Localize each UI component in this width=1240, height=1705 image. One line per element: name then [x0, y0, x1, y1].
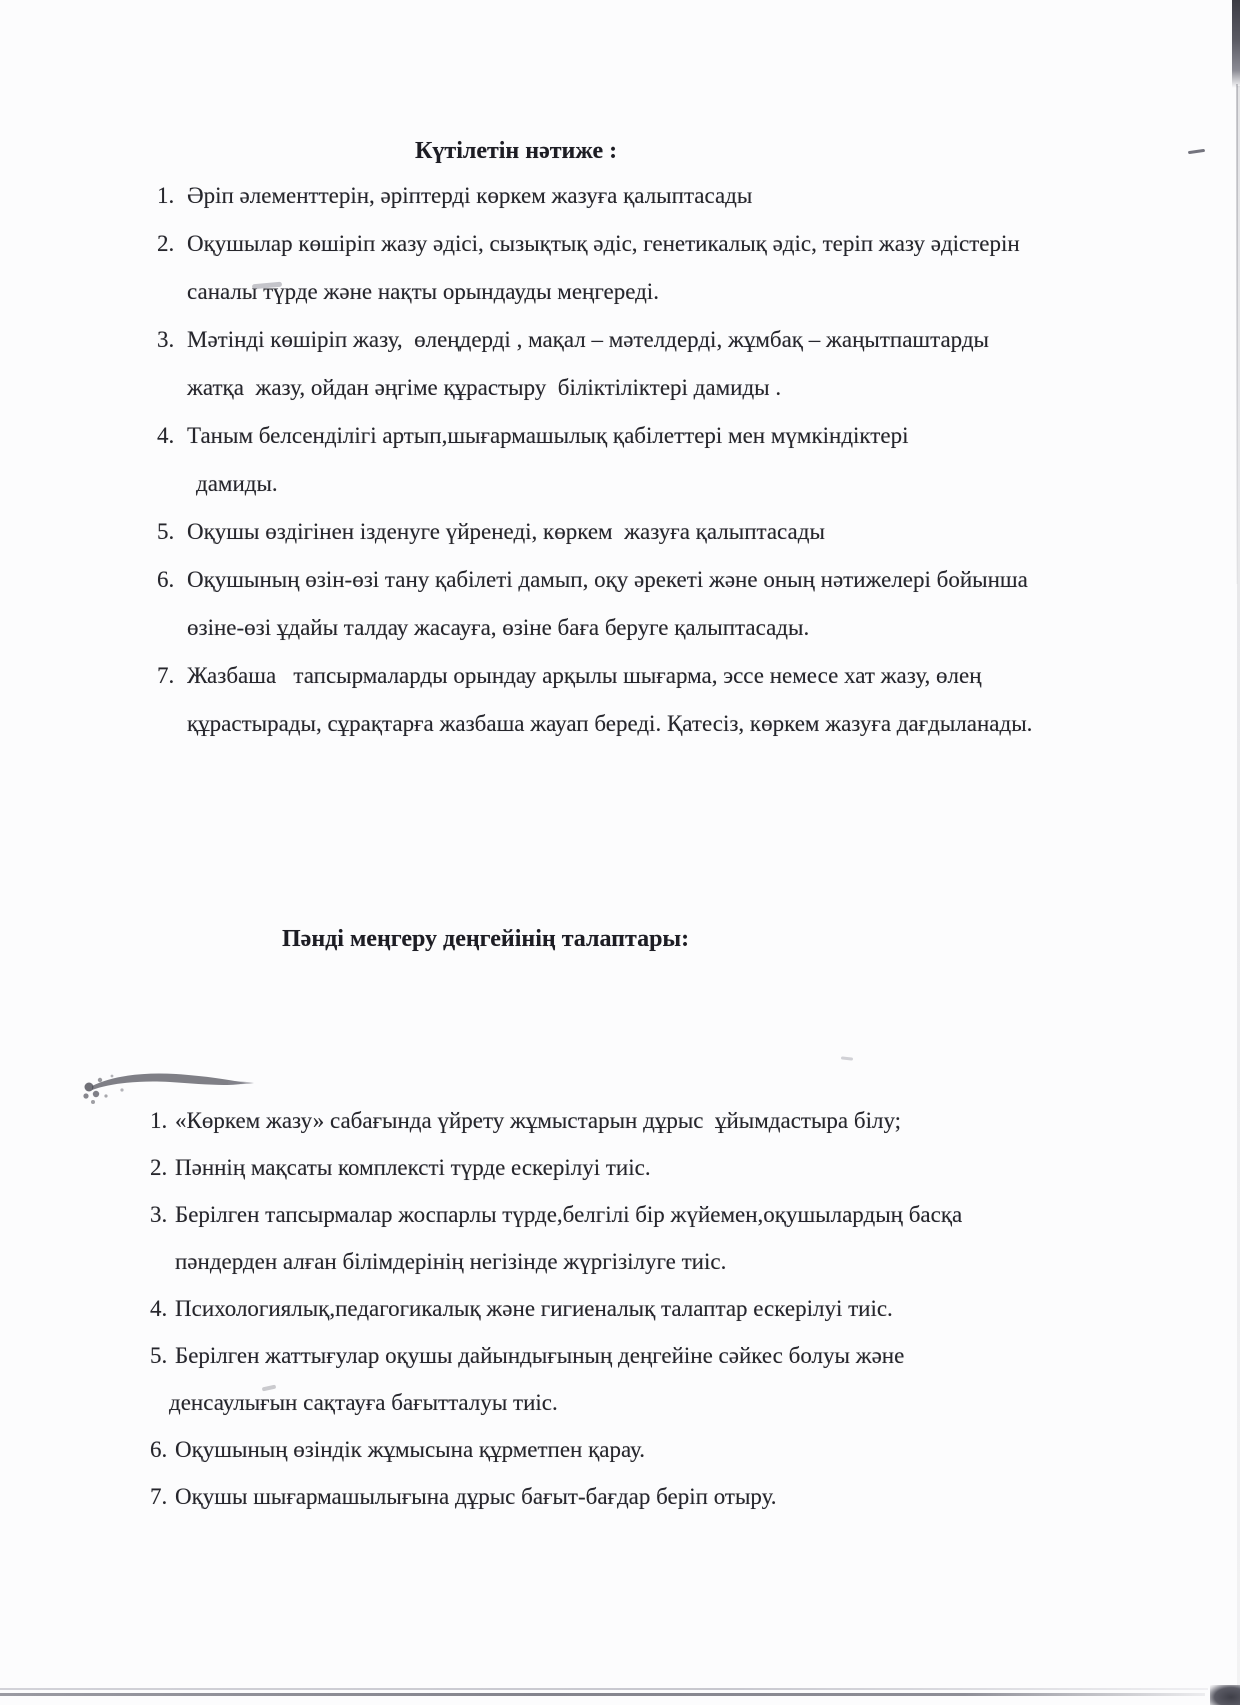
- expected-results-list: [157, 172, 1032, 748]
- item-text: құрастырады, сұрақтарға жазбаша жауап береді. Қатесіз, көркем жазуға дағдыланады.: [187, 711, 1033, 736]
- item-text: жатқа жазу, ойдан әңгіме құрастыру біліктіліктері дамиды .: [187, 375, 782, 400]
- scan-edge-line-bottom-light: [0, 1688, 1208, 1690]
- list-item: [150, 1285, 962, 1332]
- list-item: [150, 1191, 962, 1285]
- item-text: Оқушы өздігінен ізденуге үйренеді, көркем жазуға қалыптасады: [187, 519, 825, 544]
- item-number: 4.: [150, 1296, 168, 1321]
- item-text: Берілген тапсырмалар жоспарлы түрде,белгілі бір жүйемен,оқушылардың басқа: [175, 1202, 963, 1227]
- item-text: Пәннің мақсаты комплексті түрде ескерілуі тиіс.: [175, 1155, 651, 1180]
- item-text: Әріп әлементтерін, әріптерді көркем жазуға қалыптасады: [187, 183, 753, 208]
- list-item: [157, 652, 1032, 748]
- item-text: пәндерден алған білімдерінің негізінде жүргізілуге тиіс.: [175, 1249, 727, 1274]
- list-item: [150, 1097, 962, 1144]
- item-number: 4.: [157, 423, 175, 448]
- item-text: Оқушылар көшіріп жазу әдісі, сызықтық әдіс, генетикалық әдіс, теріп жазу әдістерін: [187, 231, 1020, 256]
- scan-corner-shadow: [1210, 1685, 1240, 1705]
- item-number: 1.: [150, 1108, 168, 1133]
- item-text: Оқушының өзіндік жұмысына құрметпен қарау.: [175, 1437, 645, 1462]
- item-text: Жазбаша тапсырмаларды орындау арқылы шығарма, эссе немесе хат жазу, өлең: [187, 663, 982, 688]
- item-text: саналы түрде және нақты орындауды меңгереді.: [187, 279, 659, 304]
- item-text: Психологиялық,педагогикалық және гигиеналық талаптар ескерілуі тиіс.: [175, 1296, 893, 1321]
- item-number: 7.: [150, 1484, 168, 1509]
- list-item: [150, 1144, 962, 1191]
- scan-edge-line-right: [1236, 84, 1238, 584]
- list-item: [157, 220, 1032, 316]
- item-number: 5.: [150, 1343, 168, 1368]
- subject-mastery-requirements-list: [150, 1097, 962, 1520]
- item-number: 5.: [157, 519, 175, 544]
- item-text: Оқушы шығармашылығына дұрыс бағыт-бағдар беріп отыру.: [175, 1484, 777, 1509]
- item-text: Берілген жаттығулар оқушы дайындығының деңгейіне сәйкес болуы және: [175, 1343, 905, 1368]
- item-number: 3.: [157, 327, 175, 352]
- section-heading-expected-results: Күтілетін нәтиже :: [415, 138, 618, 164]
- list-item: [157, 412, 1032, 508]
- item-number: 2.: [150, 1155, 168, 1180]
- list-item: [157, 316, 1032, 412]
- item-number: 7.: [157, 663, 175, 688]
- list-item: [157, 508, 1032, 556]
- item-text: Оқушының өзін-өзі тану қабілеті дамып, оқу әрекеті және оның нәтижелері бойынша: [187, 567, 1028, 592]
- item-text: дамиды.: [196, 471, 278, 496]
- item-text: өзіне-өзі ұдайы талдау жасауға, өзіне баға беруге қалыптасады.: [187, 615, 810, 640]
- list-item: [150, 1473, 962, 1520]
- scan-speck: [841, 1056, 853, 1060]
- item-number: 2.: [157, 231, 175, 256]
- item-number: 3.: [150, 1202, 168, 1227]
- list-item: [150, 1426, 962, 1473]
- item-number: 6.: [157, 567, 175, 592]
- item-text: Таным белсенділігі артып,шығармашылық қабілеттері мен мүмкіндіктері: [187, 423, 909, 448]
- item-text: «Көркем жазу» сабағында үйрету жұмыстарын дұрыс ұйымдастыра білу;: [175, 1108, 902, 1133]
- scan-edge-line-bottom: [0, 1693, 1205, 1696]
- item-number: 6.: [150, 1437, 168, 1462]
- section-heading-subject-mastery-requirements: Пәнді меңгеру деңгейінің талаптары:: [282, 926, 690, 952]
- item-text: денсаулығын сақтауға бағытталуы тиіс.: [169, 1390, 558, 1415]
- scan-edge-shadow-top-right: [1232, 0, 1240, 88]
- list-item: [157, 556, 1032, 652]
- pencil-dash-mark: [1188, 149, 1205, 154]
- item-text: Мәтінді көшіріп жазу, өлеңдерді , мақал – мәтелдерді, жұмбақ – жаңытпаштарды: [187, 327, 990, 352]
- list-item: [157, 172, 1032, 220]
- item-number: 1.: [157, 183, 175, 208]
- list-item: [150, 1332, 962, 1426]
